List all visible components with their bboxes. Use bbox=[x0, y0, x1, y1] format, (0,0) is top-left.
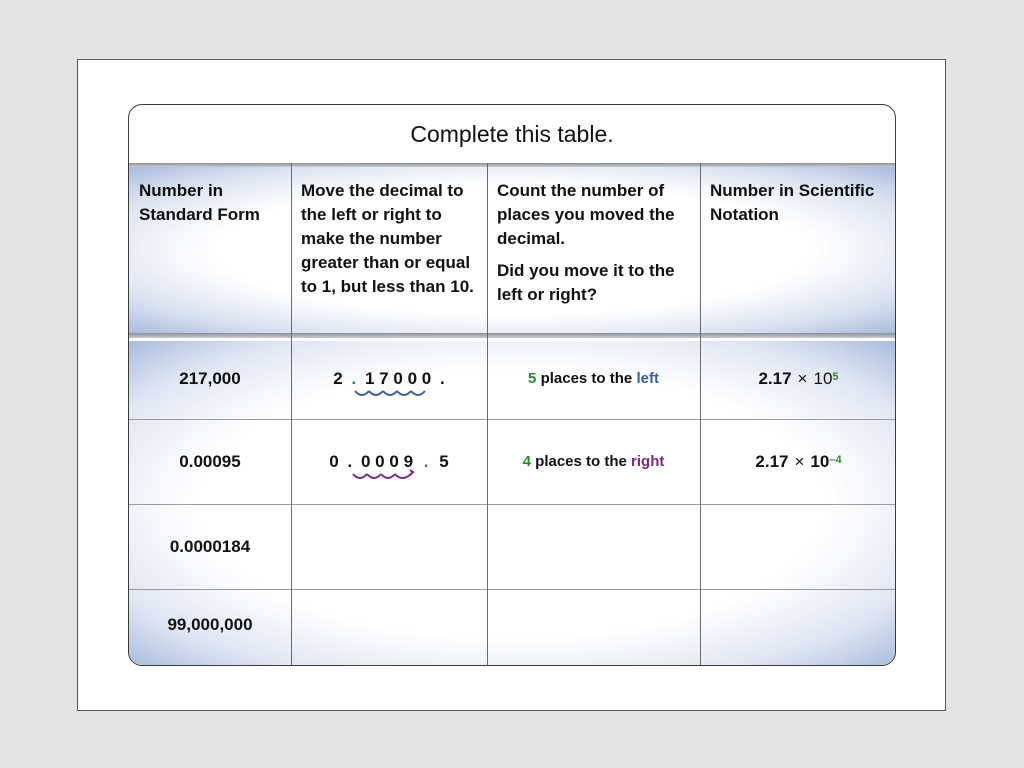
digit: 2 bbox=[333, 368, 343, 388]
right-jump-arcs bbox=[329, 452, 439, 486]
new-decimal-point: . bbox=[351, 368, 357, 388]
row2-scientific-notation bbox=[700, 419, 896, 504]
places-text: places to the bbox=[540, 370, 633, 387]
digit: 9 bbox=[403, 451, 414, 471]
base-ten: 10 bbox=[810, 451, 830, 471]
table-title: Complete this table. bbox=[129, 105, 895, 164]
row2-decimal-digits bbox=[329, 452, 448, 472]
digit: 0 bbox=[360, 451, 371, 471]
header-move-decimal-text: Move the decimal to the left or right to make the number greater than or equal to 1, but less than 10. bbox=[301, 181, 474, 296]
digit: 0 bbox=[389, 451, 399, 471]
digit: 0 bbox=[421, 368, 432, 388]
new-decimal-point: . bbox=[423, 451, 429, 471]
header-count-places bbox=[487, 167, 700, 333]
row4-standard-form: 99,000,000 bbox=[167, 615, 253, 634]
header-row bbox=[129, 167, 895, 333]
digit: 0 bbox=[375, 451, 385, 471]
places-count: 5 bbox=[528, 370, 537, 387]
digit: 1 bbox=[364, 368, 375, 388]
times-sign: × bbox=[794, 451, 805, 471]
scientific-notation-table bbox=[128, 104, 896, 666]
original-decimal-point: . bbox=[347, 451, 353, 471]
row1-places-moved bbox=[487, 338, 700, 419]
exponent: 5 bbox=[832, 370, 839, 383]
row2-places-moved bbox=[487, 419, 700, 504]
places-count: 4 bbox=[522, 453, 531, 470]
row1-decimal-digits bbox=[333, 369, 444, 389]
mantissa: 2.17 bbox=[758, 368, 792, 388]
header-scientific-notation bbox=[700, 167, 896, 333]
header-move-decimal bbox=[291, 167, 487, 333]
row1-standard-form: 217,000 bbox=[179, 368, 241, 388]
row3-standard-form: 0.0000184 bbox=[169, 536, 251, 556]
left-jump-arcs bbox=[333, 369, 443, 403]
row4-places-moved-empty bbox=[487, 589, 700, 661]
row1-decimal-move bbox=[291, 338, 487, 419]
digit: 0 bbox=[393, 368, 403, 388]
header-direction-question: Did you move it to the left or right? bbox=[497, 261, 675, 304]
row4-decimal-move-empty bbox=[291, 589, 487, 661]
mantissa: 2.17 bbox=[755, 451, 789, 471]
row4-scientific-notation-empty bbox=[700, 589, 896, 661]
row2-decimal-move bbox=[291, 419, 487, 504]
row3-decimal-move-empty bbox=[291, 504, 487, 589]
digit: 5 bbox=[439, 451, 449, 471]
header-standard-form-text: Number in Standard Form bbox=[139, 181, 260, 224]
row3-places-moved-empty bbox=[487, 504, 700, 589]
base-ten: 10 bbox=[813, 368, 833, 388]
digit: 7 bbox=[379, 368, 389, 388]
row3-scientific-notation-empty bbox=[700, 504, 896, 589]
row1-scientific-notation bbox=[700, 338, 896, 419]
direction-word: right bbox=[631, 453, 665, 470]
header-scientific-notation-text: Number in Scientific Notation bbox=[710, 181, 875, 224]
times-sign: × bbox=[797, 368, 808, 388]
original-decimal-point: . bbox=[439, 368, 445, 388]
exponent: –4 bbox=[829, 453, 842, 466]
row2-standard-form: 0.00095 bbox=[179, 451, 241, 471]
direction-word: left bbox=[636, 370, 659, 387]
header-standard-form bbox=[129, 167, 291, 333]
digit: 0 bbox=[329, 451, 339, 471]
places-text: places to the bbox=[535, 453, 627, 470]
digit: 0 bbox=[407, 368, 418, 388]
header-count-places-text: Count the number of places you moved the decimal. bbox=[497, 181, 675, 248]
